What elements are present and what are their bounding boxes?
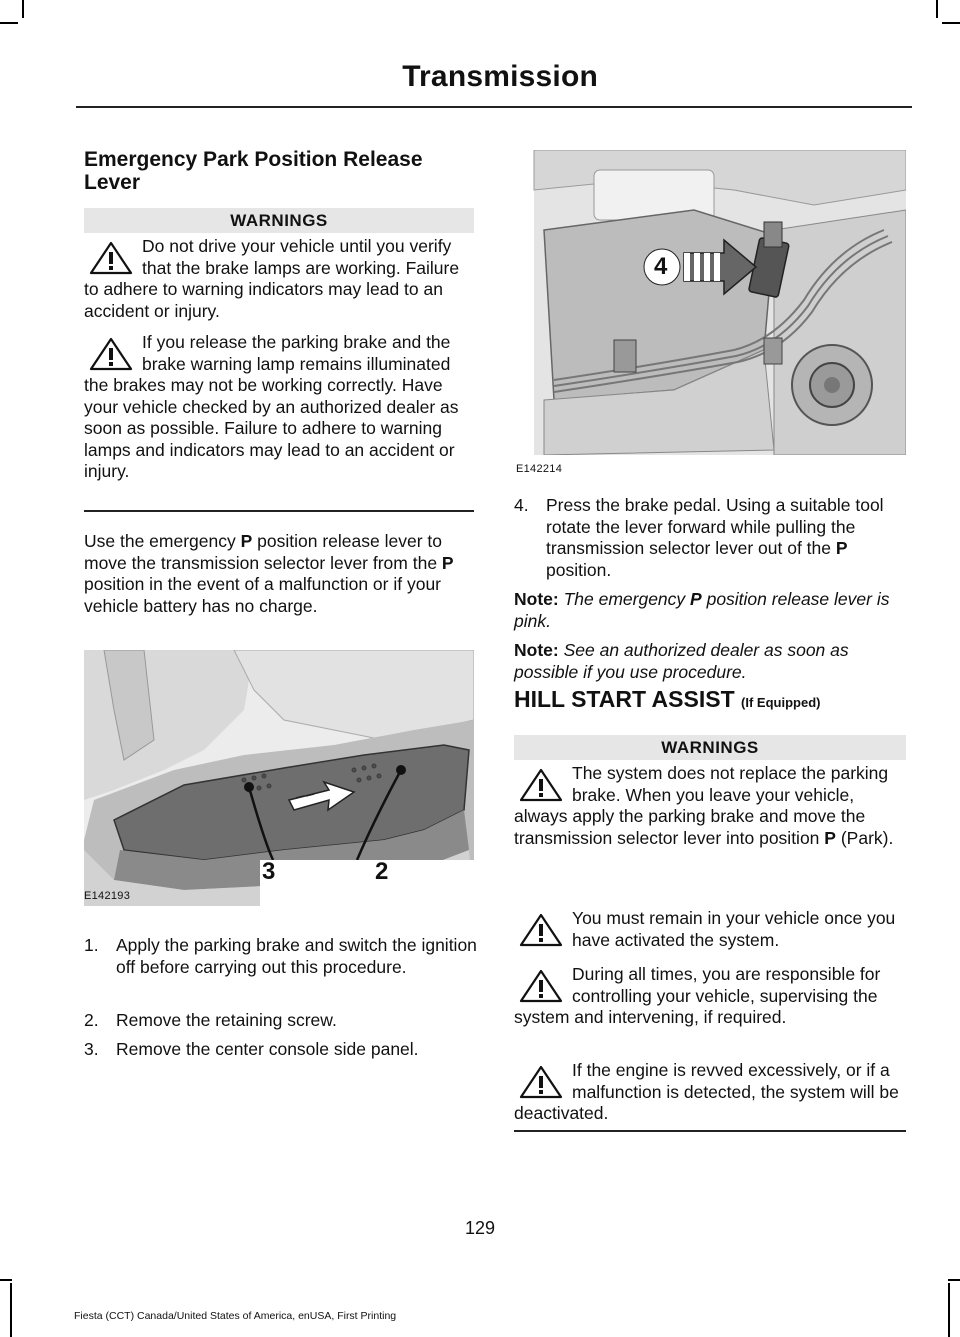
page-number: 129 (464, 1218, 496, 1238)
text-run: position release lever is pink. (514, 589, 890, 631)
section-rule (514, 1130, 906, 1132)
crop-mark-br-v (948, 1283, 950, 1337)
warning-text: You must remain in your vehicle once you have activated the system. (572, 908, 896, 950)
text-run: Press the brake pedal. Using a suitable tool rotate the lever forward while pulling the transmission selector lever out of the (546, 495, 884, 558)
warning-text: If you release the parking brake and the brake warning lamp remains illuminated the brakes may not be working correctly. Have your vehicle checked by an authorized dealer as soon as possible. Failure to adhere to warning lamps and indicators may lead to an accident or injury. (84, 332, 459, 481)
equipped-label: (If Equipped) (741, 695, 821, 710)
crop-mark-tr-v (936, 0, 938, 18)
note-label: Note: (514, 640, 559, 660)
warning-triangle-icon (518, 767, 564, 803)
step-text (546, 495, 908, 581)
gear-letter: P (824, 827, 836, 848)
section-heading-hill-start (514, 685, 908, 717)
section-heading-emergency-park: Emergency Park Position Release Lever (84, 148, 423, 194)
warning-text: During all times, you are responsible for controlling your vehicle, supervising the system and intervening, if required. (514, 964, 881, 1027)
warning-text (514, 763, 908, 849)
warning-block (84, 332, 476, 483)
step-text: Apply the parking brake and switch the ignition off before carrying out this procedure. (116, 935, 477, 977)
header-rule (76, 106, 912, 108)
text-run: The system does not replace the parking brake. When you leave your vehicle, always apply the parking brake and move the transmission selector lever into position (514, 763, 889, 848)
warning-block (514, 908, 908, 951)
warning-triangle-icon (518, 968, 564, 1004)
crop-mark-tr-h (942, 22, 960, 24)
heading-text: HILL START ASSIST (514, 686, 735, 712)
warnings-bar: WARNINGS (84, 208, 474, 233)
text-run: position. (546, 559, 612, 580)
step-number: 4. (514, 495, 529, 515)
crop-mark-bl-v (10, 1283, 12, 1337)
warning-triangle-icon (518, 1064, 564, 1100)
gear-letter: P (835, 538, 848, 558)
gear-letter: P (240, 531, 253, 551)
page-title: Transmission (402, 60, 598, 93)
warnings-bar: WARNINGS (514, 735, 906, 760)
step-number: 2. (84, 1010, 99, 1030)
gear-letter: P (441, 552, 454, 573)
figure-release-lever (514, 150, 906, 478)
step-number: 3. (84, 1039, 99, 1059)
warning-block (514, 964, 908, 1029)
text-run: See an authorized dealer as soon as possible if you use procedure. (514, 640, 849, 682)
text-run: The emergency (558, 589, 691, 609)
crop-mark-tl-v (22, 0, 24, 18)
warning-text: If the engine is revved excessively, or if a malfunction is detected, the system will be deactivated. (514, 1060, 899, 1123)
callout-4: 4 (654, 253, 668, 280)
step-number: 1. (84, 935, 99, 955)
warning-text: Do not drive your vehicle until you verify that the brake lamps are working. Failure to adhere to warning indicators may lead to an accident or injury. (84, 236, 460, 321)
step-text: Remove the center console side panel. (116, 1039, 419, 1059)
text-run: position in the event of a malfunction or if your vehicle battery has no charge. (84, 574, 442, 616)
crop-mark-br-h (948, 1279, 960, 1281)
crop-mark-bl-h (0, 1279, 12, 1281)
callout-2: 2 (375, 858, 389, 885)
warning-block (514, 763, 908, 849)
crop-mark-tl-h (0, 22, 18, 24)
text-run: (Park). (835, 827, 894, 848)
warning-triangle-icon (88, 240, 134, 276)
warning-triangle-icon (518, 912, 564, 948)
footer-printing-info: Fiesta (CCT) Canada/United States of America, enUSA, First Printing (74, 1310, 397, 1322)
figure-code: E142214 (516, 463, 563, 475)
text-run: Use the emergency (84, 531, 241, 551)
figure-code: E142193 (84, 890, 131, 902)
text-run: position release lever to move the transmission selector lever from the (84, 531, 442, 573)
step-text: Remove the retaining screw. (116, 1010, 337, 1030)
warning-block (514, 1060, 908, 1125)
console-illustration (84, 650, 474, 906)
section-rule (84, 510, 474, 512)
note-label: Note: (514, 589, 559, 609)
note-dealer (514, 640, 908, 683)
callout-3: 3 (262, 858, 276, 885)
lever-illustration (514, 150, 906, 478)
warning-triangle-icon (88, 336, 134, 372)
note-pink-lever (514, 589, 908, 632)
warning-block (84, 236, 476, 322)
gear-letter: P (690, 589, 702, 609)
figure-console-panel (84, 650, 474, 906)
intro-paragraph (84, 531, 478, 617)
